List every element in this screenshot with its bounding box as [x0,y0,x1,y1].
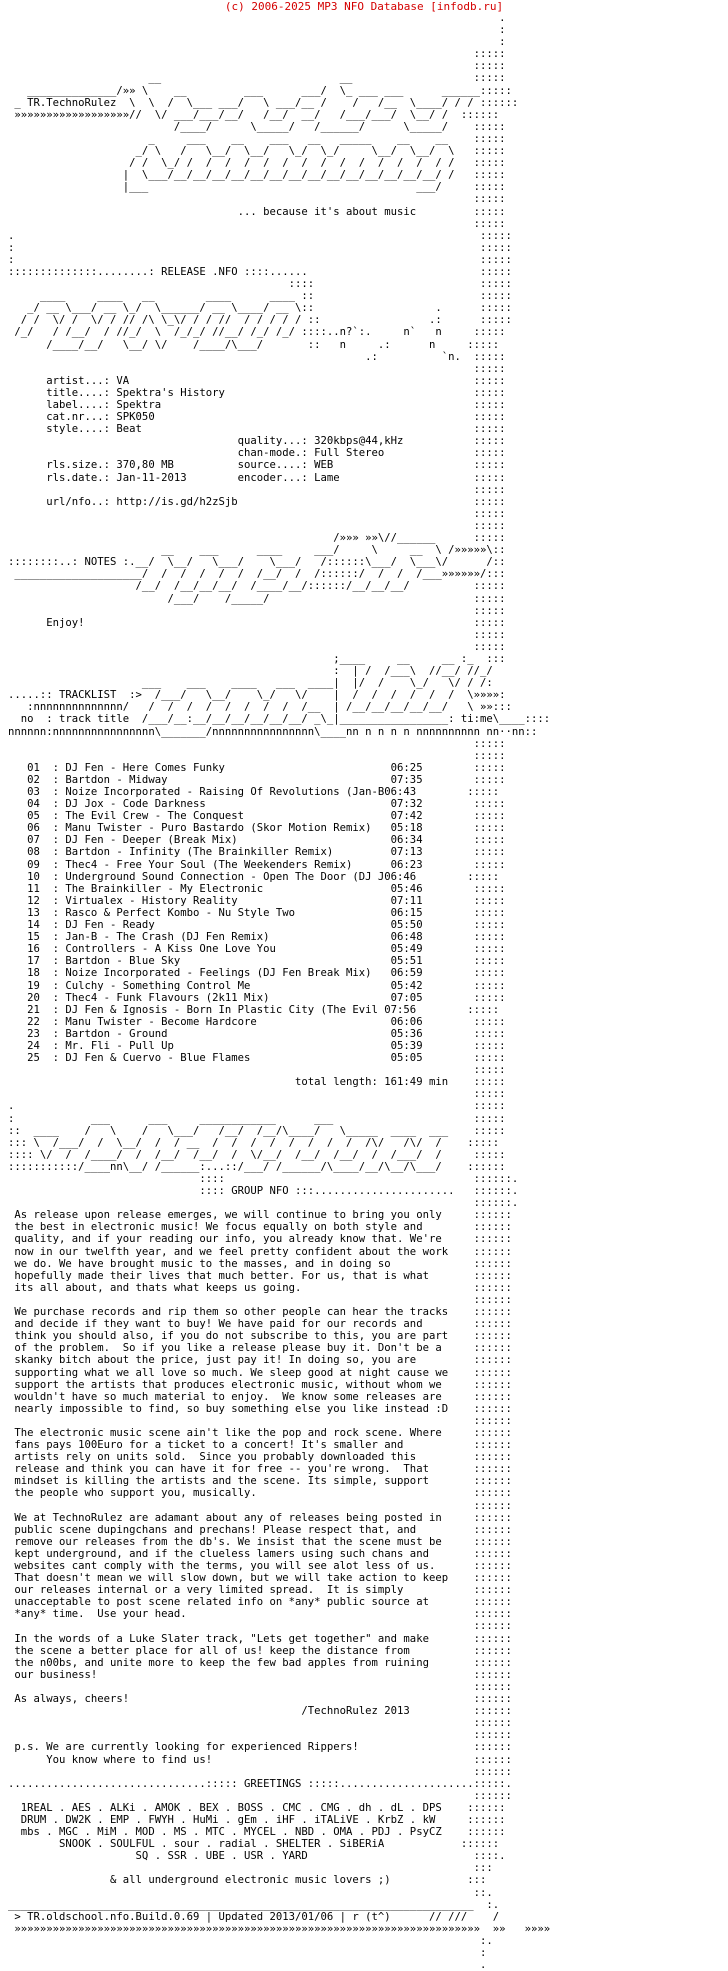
track-row: 06 : Manu Twister - Puro Bastardo (Skor Motion Remix) 05:18 ::::: [8,822,506,835]
track-row: 09 : Thec4 - Free Your Soul (The Weekenders Remix) 06:23 ::::: [8,858,506,871]
track-row: 05 : The Evil Crew - The Conquest 07:42 ::::: [8,810,506,823]
group-nfo-text: As release upon release emerges, we will continue to bring you only :::::: the best in electronic music! We focus equally on both style and :::::: quality, and if your reading our info, you already know that. We're :::::: now in our twelfth year, and we feel pretty confident about the work :::::: we do. We have brought music to the masses, and in doing so :::::: hopefully made their lives that much better. For us, that is what :::::: its all about, and thats what keeps us going. :::::: :::::: We purchase records and rip them so other people can hear the tracks :::::: and decide if they want to buy! We have paid for our records and :::::: think you should also, if you do not subscribe to this, you are part :::::: of the problem. So if you like a release please buy it. Don't be a :::::: skanky bitch about the price, just pay it! In doing so, you are :::::: supporting what we all love so much. We sleep good at night cause we :::::: support the artists that produces electronic music, without whom we :::::: wouldn't have so much material to enjoy. We know some releases are :::::: nearly impossible to find, so buy something else you like instead :D :::::: :::::: The electronic music scene ain't like the pop and rock scene. Where :::::: fans pays 100Euro for a ticket to a concert! It's smaller and :::::: artists rely on units sold. Since you probably downloaded this :::::: release and think you can have it for free -- you're wrong. That :::::: mindset is killing the artists and the scene. Its simple, support :::::: the people who support you, musically. :::::: :::::: We at TechnoRulez are adamant about any of releases being posted in :::::: public scene dupingchans and prechans! Please respect that, and :::::: remove our releases from the db's. We insist that the scene must be :::::: kept underground, and if the clueless lamers using such chans and :::::: websites cant comply with the terms, you will see alot less of us. :::::: That doesn't mean we will slow down, but we will take action to keep :::::: our releases internal or a very limited spread. It is simply :::::: unacceptable to post scene related info on *any* public source at :::::: *any* time. Use your head. :::::: :::::: In the words of a Luke Slater track, "Lets get together" and make :::::: the scene a better place for all of us! keep the distance from :::::: the n00bs, and unite more to keep the few bad apples from ruining :::::: our business! :::::: :::::: As always, cheers! :::::: /TechnoRulez 2013 :::::: :::::: :::::: p.s. We are currently looking for experienced Rippers! :::::: You know where to find us! :::::: :::::: [14,1209,512,1778]
track-row: 19 : Culchy - Something Control Me 05:42 ::::: [8,979,506,992]
track-row: 22 : Manu Twister - Become Hardcore 06:06 ::::: [8,1015,506,1028]
track-row: 15 : Jan-B - The Crash (DJ Fen Remix) 06:48 ::::: [8,931,506,944]
track-row: 12 : Virtualex - History Reality 07:11 ::::: [8,894,506,907]
track-row: 24 : Mr. Fli - Pull Up 05:39 ::::: [8,1039,506,1052]
track-row: 21 : DJ Fen & Ignosis - Born In Plastic City (The Evil 07:56 ::::: [8,1003,500,1016]
track-row: 20 : Thec4 - Funk Flavours (2k11 Mix) 07:05 ::::: [8,991,506,1004]
site-header: (c) 2006-2025 MP3 NFO Database [infodb.ru] [224,0,504,13]
track-row: 25 : DJ Fen & Cuervo - Blue Flames 05:05 ::::: [8,1052,506,1065]
nfo-document [8,12,724,1971]
footer-block: _________________________________________________________________________ :. > TR.oldschool.nfo.Build.0.69 | Updated 2013/01/06 | r (t^) // /// / »»»»»»»»»»»»»»»»»»»»»»»»»»»»»»»»»»»»»»»»»»»»»»»»»»»»»»»»»»»»»»»»»»»»»»»»» »» »»»» :. : . [8,1898,551,1971]
track-row: 23 : Bartdon - Ground 05:36 ::::: [8,1027,506,1040]
track-row: 18 : Noize Incorporated - Feelings (DJ Fen Break Mix) 06:59 ::::: [8,967,506,980]
track-row: 01 : DJ Fen - Here Comes Funky 06:25 ::::: [8,761,506,774]
logo-block: . : : ::::: ::::: __ __ ::::: ______________/»» \ __ ___ ___/ \_ ___ ___ ______::::: _ TR.TechnoRulez \ \ / \___ ___/ \ ___/__ / / /__ \____/ / / :::::: »»»»»»»»»»»»»»»»»»// \/ ___/___/__/ /__/ __/ /___/___/ \__/ / :::::: /____/ \_____/ /______/ \_____/ ::::: _ ___ __ ___ __ _____ __ __ ::::: _/ \ / \__/ \__/ \_/ \_/ \__/ \__/ \ ::::: / / \_/ / / / / / / / / / / / / / / / ::::: | \___/__/__/__/__/__/__/__/__/__/__/__/__/__/__/ / ::::: |___ ___/ ::::: ::::: ... because it's about music ::::: ::::: [14,12,519,230]
track-row: 08 : Bartdon - Infinity (The Brainkiller Remix) 07:13 ::::: [8,846,506,859]
notes-block: /»»» »»\//______ ::::: __ ___ ____ ___/ \ __ \ /»»»»»\:: ::::::::..: NOTES :.__/ \__/ \___/ \___/ /::::::\___/ \___\/ /:: ____________________/ / / / / / /__/ / /::::::/ / / /___»»»»»»/::: /__/ /__/__/__/ /____/__/::::::/__/__/__/ ::::: /___/ /_____/ ::::: ::::: Enjoy! ::::: ::::: ::::: [8,532,506,653]
track-row: 16 : Controllers - A Kiss One Love You 05:49 ::::: [8,943,506,956]
track-row: 11 : The Brainkiller - My Electronic 05:46 ::::: [8,882,506,895]
release-info-block: . ::::: : ::::: : ::::: ::::::::::::::........: RELEASE .NFO ::::...... ::::: :::: ::::: ____ ____ __ ____ ____ :: ::::: _/ __ \___/ __ \_/ \______/ __ \____/ __ \:: . ::::: / / \/ / \/ / // /\ \_\/ / / // / / / / / :: .: ::::: /_/ / /__/ / //_/ \ /_/_/ //__/ /_/ /_/ ::::..n?`:. n` n ::::: /____/__/ \__/ \/ /____/\___/ :: n .: n ::::: .: `n. ::::: ::::: artist...: VA ::::: title....: Spektra's History ::::: label....: Spektra ::::: cat.nr...: SPK050 ::::: style....: Beat ::::: quality...: 320kbps@44,kHz ::::: chan-mode.: Full Stereo ::::: rls.size.: 370,80 MB source....: WEB ::::: rls.date.: Jan-11-2013 encoder...: Lame ::::: ::::: url/nfo..: http://is.gd/h2zSjb ::::: ::::: ::::: [8,229,512,532]
track-row: 13 : Rasco & Perfect Kombo - Nu Style Two 06:15 ::::: [8,906,506,919]
tracklist [8,762,724,1064]
group-logo-block: . ::::: : ___ ___ ____________ ___ ::::: :: ____ / \ / \___/ /__/ /__/\____/ \_____ ____ ___ ::::: ::: \ /___/ / \__/ / / __ / / / / / / / / /\/ /\/ / ::::: :::: \/ / /____/ / /__/ /__/ / \/__/ /__/ /__/ / /___/ / ::::: :::::::::::/____nn\__/ /______:...::/___/ /______/\____/__/\__/\___/ :::::: :::: ::::::. :::: GROUP NFO :::...................... ::::::. ::::::. [8,1100,519,1210]
greetings-block: ...............................::::: GREETINGS :::::.....................:::::. :::::: 1REAL . AES . ALKi . AMOK . BEX . BOSS . CMC . CMG . dh . dL . DPS :::::: DRUM . DW2K . EMP . FWYH . HuMi . gEm . iHF . iTALiVE . KrbZ . kW :::::: mbs . MGC . MiM . MOD . MS . MTC . MYCEL . NBD . OMA . PDJ . PsyCZ :::::: SNOOK . SOULFUL . sour . radial . SHELTER . SiBERiA :::::: SQ . SSR . UBE . USR . YARD ::::. ::: & all underground electronic music lovers ;) ::: ::. [8,1777,512,1899]
track-row: 14 : DJ Fen - Ready 05:50 ::::: [8,919,506,932]
track-row: 17 : Bartdon - Blue Sky 05:51 ::::: [8,955,506,968]
track-row: 07 : DJ Fen - Deeper (Break Mix) 06:34 ::::: [8,834,506,847]
track-row: 02 : Bartdon - Midway 07:35 ::::: [8,773,506,786]
track-row: 04 : DJ Jox - Code Darkness 07:32 ::::: [8,798,506,811]
total-length-block: ::::: total length: 161:49 min ::::: ::::: [295,1064,506,1101]
track-row: 10 : Underground Sound Connection - Open The Door (DJ J06:46 ::::: [8,870,500,883]
track-row: 03 : Noize Incorporated - Raising Of Revolutions (Jan-B06:43 ::::: [8,786,500,798]
tracklist-header-block: ;____ __ __ :_ ::: : | / /___\ //__/ //_/ ___ ___ ____ ___ ____| |/ / \_/ \/ / /: .....:: TRACKLIST :> /___/ \__/ \_/ \/ | / / / / / / \»»»»: :nnnnnnnnnnnnnn/ / / / / / / / / /__ | /__/__/__/__/__/ \ »»::: no : track title /___/__:__/__/__/__/__/__/ _\_|_________________: ti:me\____:::: nnnnnn:nnnnnnnnnnnnnnnn\_______/nnnnnnnnnnnnnnnn\____nn n n n n nnnnnnnnnn nn··nn:: ::::: ::::: [8,652,551,762]
